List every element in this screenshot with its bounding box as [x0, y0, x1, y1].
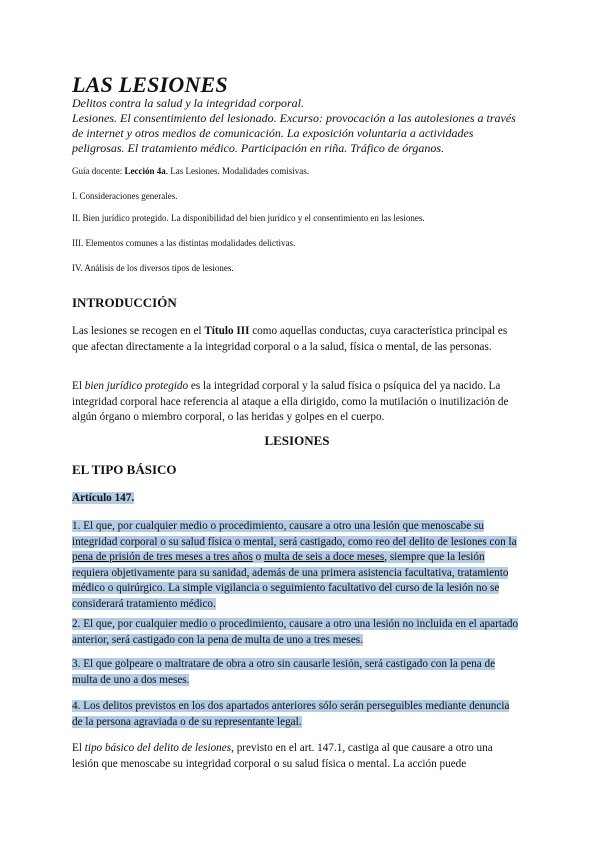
lesiones-heading: LESIONES [264, 433, 330, 448]
outline-item: III. Elementos comunes a las distintas modalidades delictivas. [72, 238, 296, 248]
article-label [72, 491, 522, 507]
article-section-4 [72, 699, 522, 730]
article-section-1-text [72, 520, 517, 610]
guide-line [72, 165, 522, 177]
intro-paragraph-1 [72, 324, 522, 355]
closing-paragraph [72, 741, 522, 772]
outline-item: II. Bien jurídico protegido. La disponibilidad del bien jurídico y el consentimiento en las lesiones. [72, 213, 425, 223]
article-section-3-text: 3. El que golpeare o maltratare de obra a otro sin causarle lesión, será castigado con la pena de multa de uno a dos meses. [72, 658, 496, 686]
intro-paragraph-2 [72, 379, 522, 426]
subtitle-rest: Lesiones. El consentimiento del lesionado. Excurso: provocación a las autolesiones a través de internet y otros medios de comunicación. La exposición voluntaria a actividades peligrosas. El tratamiento médico. Participación en riña. Tráfico de órganos. [72, 111, 516, 155]
outline-item: I. Consideraciones generales. [72, 191, 178, 201]
closing-italic: tipo básico del delito de lesiones [84, 742, 232, 754]
subtitle-line-1: Delitos contra la salud y la integridad corporal. [72, 96, 304, 110]
guide-prefix: Guía docente: [72, 166, 125, 176]
intro-p2-text: es la integridad corporal y la salud física o psíquica del ya nacido. La integridad corporal hace referencia al ataque a ella dirigido, como la mutilación o inutilización de algún órgano o miembro corporal, o las heridas y golpes en el cuerpo. [72, 380, 509, 424]
a1-text: , siempre que la lesión requiera objetivamente para su sanidad, además de una primera asistencia facultativa, tratamiento médico o quirúrgico. La simple vigilancia o seguimiento facultativo del curso de la lesión no se considerará tratamiento médico. [72, 551, 509, 610]
closing-text: , previsto en el art. 147.1, castiga al que causare a otro una lesión que menoscabe su integridad corporal o su salud física o mental. La acción puede [72, 742, 493, 770]
article-section-2-text: 2. El que, por cualquier medio o procedimiento, causare a otro una lesión no incluida en el apartado anterior, será castigado con la pena de multa de uno a tres meses. [72, 618, 519, 646]
article-section-1 [72, 519, 522, 613]
guide-suffix: . Las Lesiones. Modalidades comisivas. [165, 166, 309, 176]
a1-text: 1. El que, por cualquier medio o procedimiento, causare a otro una lesión que menoscabe su integridad corporal o su salud física o mental, será castigado, como reo del delito de lesiones con la [72, 520, 517, 548]
intro-p2-italic: bien jurídico protegido [84, 380, 189, 392]
article-section-4-text: 4. Los delitos previstos en los dos apartados anteriores sólo serán perseguibles mediante denuncia de la persona agraviada o de su representante legal. [72, 700, 510, 728]
article-section-2 [72, 617, 522, 648]
guide-lesson: Lección 4a [124, 166, 166, 176]
intro-p1-text: Las lesiones se recogen en el [72, 325, 205, 337]
intro-p1-text: como aquellas conductas, cuya característica principal es que afectan directamente a la integridad corporal o a la salud, física o mental, de las personas. [72, 325, 508, 353]
a1-penalty-fine: multa de seis a doce meses [264, 551, 385, 564]
article-label-text: Artículo 147. [72, 492, 135, 504]
closing-text: El [72, 742, 85, 754]
a1-penalty-prison: pena de prisión de tres meses a tres años [72, 551, 253, 564]
document-title: LAS LESIONES [72, 72, 228, 97]
document-subtitle [72, 96, 522, 156]
intro-p2-text: El [72, 380, 85, 392]
a1-text: o [252, 551, 264, 564]
outline-item: IV. Análisis de los diversos tipos de lesiones. [72, 263, 234, 273]
intro-heading: INTRODUCCIÓN [72, 295, 177, 310]
intro-p1-bold: Título III [204, 325, 250, 337]
tipo-basico-heading: EL TIPO BÁSICO [72, 462, 177, 477]
article-section-3 [72, 657, 522, 688]
